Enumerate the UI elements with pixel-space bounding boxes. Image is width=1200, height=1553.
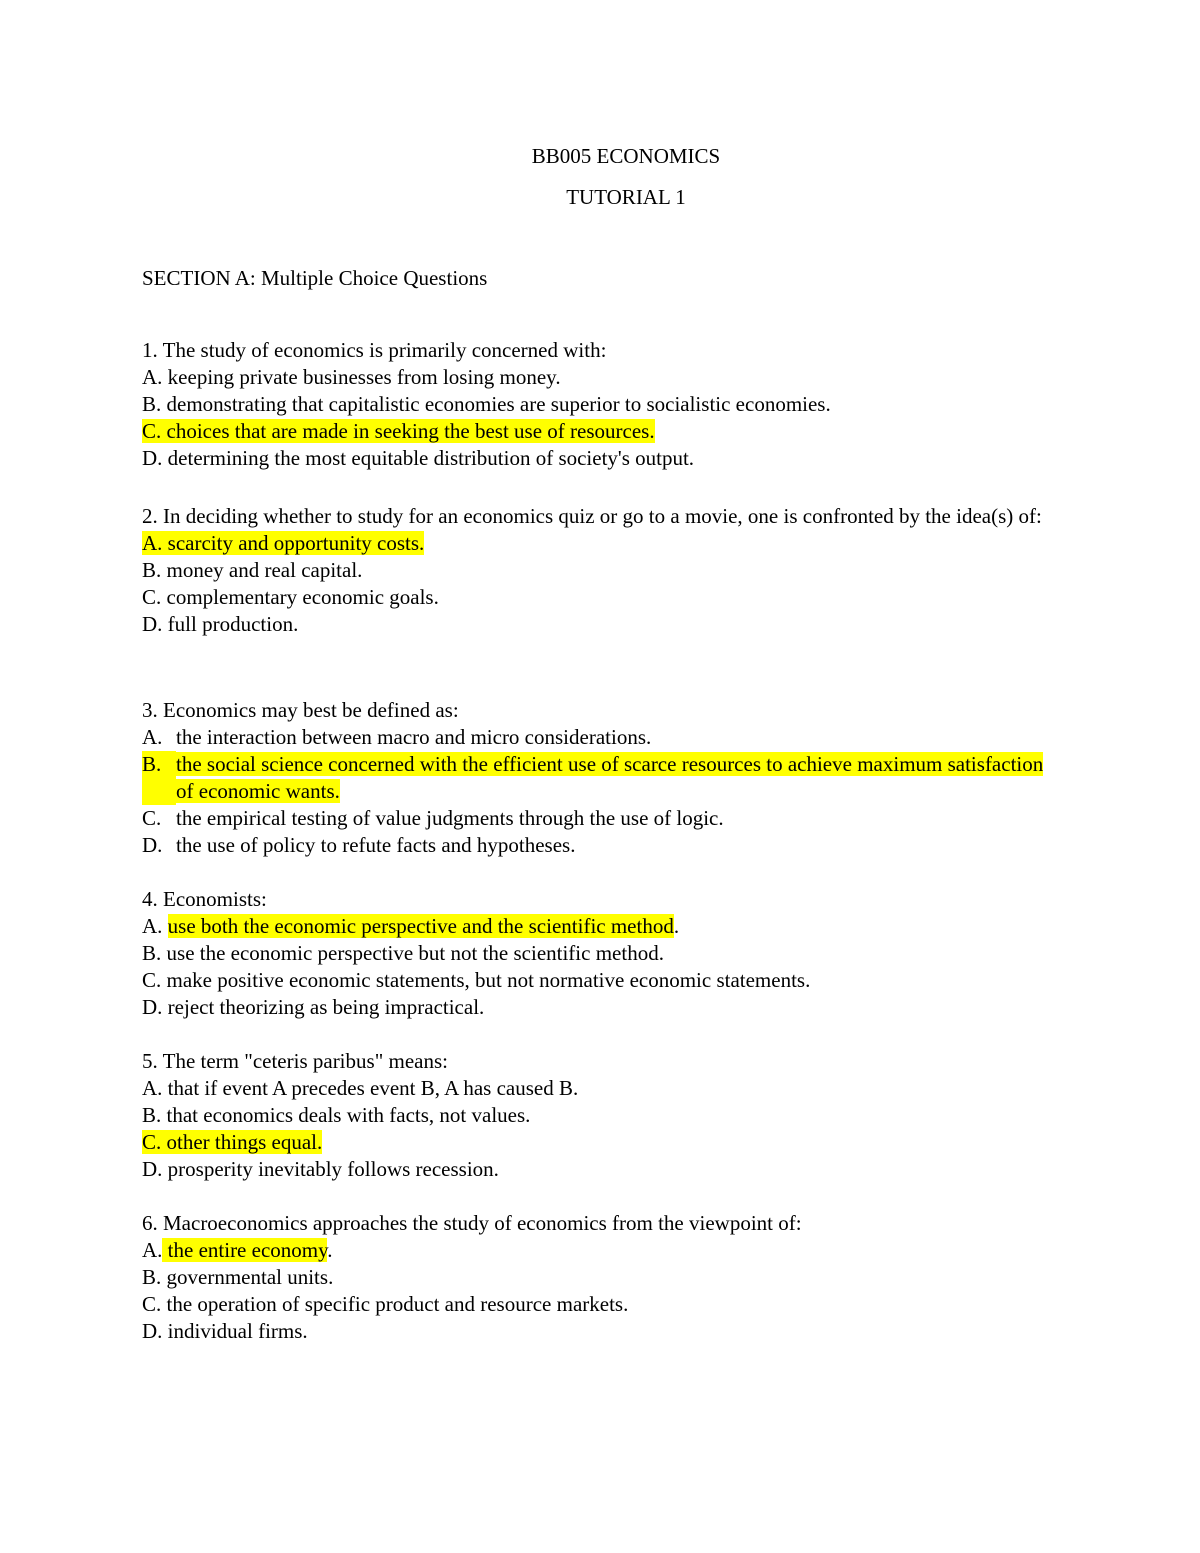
- question-stem: 6. Macroeconomics approaches the study of economics from the viewpoint of:: [142, 1211, 802, 1235]
- option-d: D. individual firms.: [142, 1319, 308, 1343]
- option-b-highlighted: B. the social science concerned with the efficient use of scarce resources to achieve maximum satisfaction of economic wants.: [142, 752, 1044, 803]
- question-stem: 5. The term "ceteris paribus" means:: [142, 1049, 448, 1073]
- option-d: D. full production.: [142, 612, 299, 636]
- question-stem: 3. Economics may best be defined as:: [142, 698, 459, 722]
- question-5: [142, 1048, 1062, 1183]
- option-b: B. money and real capital.: [142, 558, 363, 582]
- option-d: D. reject theorizing as being impractical.: [142, 995, 485, 1019]
- option-c: C. the operation of specific product and resource markets.: [142, 1292, 629, 1316]
- question-3: [142, 697, 1047, 859]
- option-c-highlighted: C. choices that are made in seeking the best use of resources.: [142, 419, 655, 443]
- option-a: A. keeping private businesses from losing money.: [142, 365, 561, 389]
- question-6: [142, 1210, 1062, 1345]
- section-heading: SECTION A: Multiple Choice Questions: [142, 266, 488, 290]
- question-stem: 1. The study of economics is primarily concerned with:: [142, 338, 607, 362]
- option-b: B. governmental units.: [142, 1265, 334, 1289]
- option-c: C. the empirical testing of value judgments through the use of logic.: [142, 806, 724, 830]
- option-d: D. the use of policy to refute facts and hypotheses.: [142, 833, 576, 857]
- document-title: BB005 ECONOMICS: [531, 144, 721, 168]
- question-4: [142, 886, 1062, 1021]
- option-c-highlighted: C. other things equal.: [142, 1130, 323, 1154]
- option-c: C. make positive economic statements, but not normative economic statements.: [142, 968, 811, 992]
- option-d: D. determining the most equitable distribution of society's output.: [142, 446, 695, 470]
- tutorial-subtitle: TUTORIAL 1: [566, 185, 686, 209]
- option-a-highlighted: A. use both the economic perspective and the scientific method.: [142, 914, 680, 938]
- question-stem: 2. In deciding whether to study for an economics quiz or go to a movie, one is confronted by the idea(s) of:: [142, 504, 1042, 528]
- option-c: C. complementary economic goals.: [142, 585, 439, 609]
- option-b: B. that economics deals with facts, not values.: [142, 1103, 531, 1127]
- option-a: A. that if event A precedes event B, A has caused B.: [142, 1076, 579, 1100]
- question-1: [142, 337, 1062, 472]
- option-d: D. prosperity inevitably follows recession.: [142, 1157, 499, 1181]
- option-a-highlighted: A. scarcity and opportunity costs.: [142, 531, 425, 555]
- option-a: A. the interaction between macro and micro considerations.: [142, 725, 652, 749]
- option-b: B. demonstrating that capitalistic economies are superior to socialistic economies.: [142, 392, 831, 416]
- option-a-highlighted: A. the entire economy.: [142, 1238, 333, 1262]
- option-b: B. use the economic perspective but not the scientific method.: [142, 941, 664, 965]
- question-stem: 4. Economists:: [142, 887, 267, 911]
- question-2: [142, 503, 1062, 638]
